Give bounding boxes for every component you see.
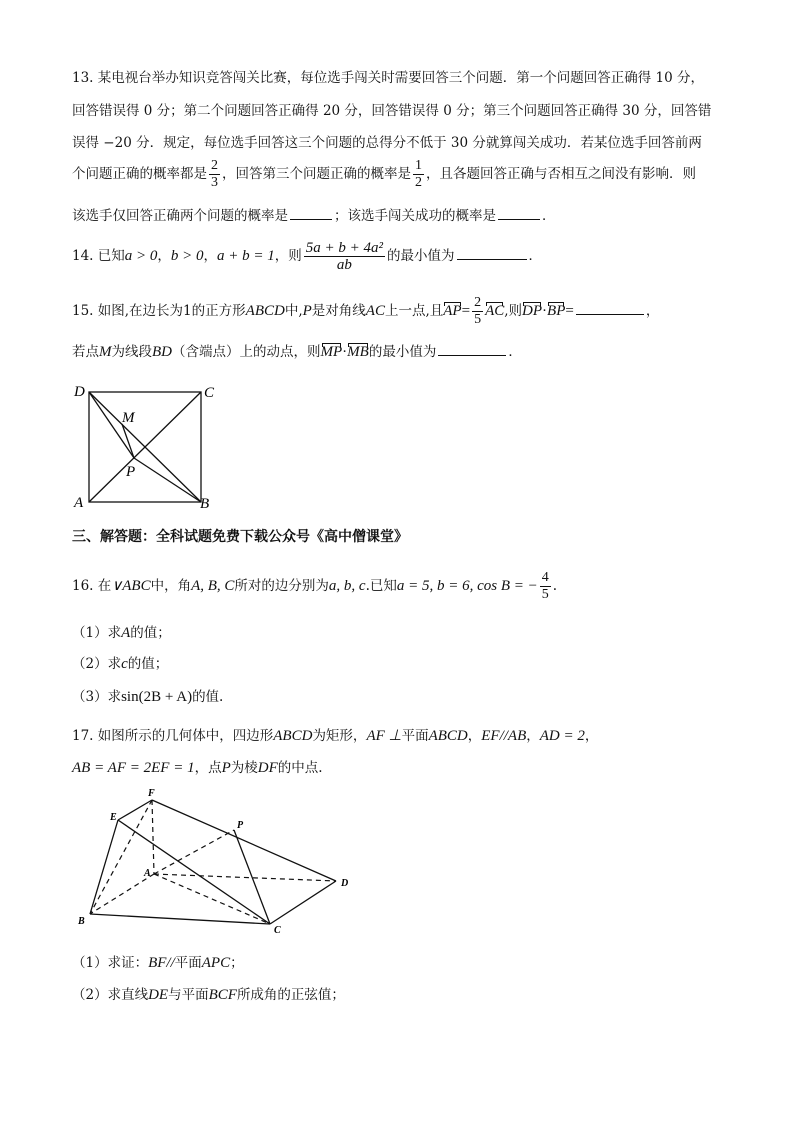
q15-line1: 15. 如图,在边长为1的正方形ABCD中,P是对角线AC上一点,且AP= $\frac{2}{5}$ AC,则DP·BP= ， — [72, 295, 660, 327]
label-a: A — [144, 868, 151, 879]
q13-line3: 误得 −20 分．规定，每位选手回答这三个问题的总得分不低于 30 分就算闯关成功．若某位选手回答前两 — [72, 135, 702, 151]
q13-line1: 13. 某电视台举办知识竞答闯关比赛，每位选手闯关时需要回答三个问题．第一个问题回答正确得 10 分， — [72, 70, 705, 86]
label-c: C — [204, 385, 215, 401]
q17-part2: （2）求直线DE与平面BCF所成角的正弦值； — [72, 987, 345, 1003]
label-p: P — [237, 820, 244, 831]
q16-part1: （1）求A的值； — [72, 625, 171, 641]
edge-ap — [154, 830, 234, 874]
label-b: B — [78, 916, 85, 927]
q13-line2: 回答错误得 0 分；第二个问题回答正确得 20 分，回答错误得 0 分；第三个问题回答正确得 30 分，回答错 — [72, 103, 712, 119]
answer-blank[interactable] — [576, 302, 644, 315]
answer-blank[interactable] — [438, 343, 506, 356]
label-a: A — [74, 495, 84, 510]
label-d: D — [74, 384, 85, 400]
edge-cd — [270, 881, 336, 924]
solid-figure — [70, 786, 370, 936]
edge-eb — [90, 820, 118, 914]
q13-line4: 个问题正确的概率都是 $\frac{2}{3}$ ，回答第三个问题正确的概率是 $\frac{1}{2}$ ，且各题回答正确与否相互之间没有影响．则 — [72, 158, 696, 190]
q16-stem: 16. 在∨ABC中，角A, B, C所对的边分别为a, b, c.已知a = 5, b = 6, cos B = − $\frac{4}{5}$ . — [72, 570, 558, 602]
fraction-two-fifths: $\frac{2}{5}$ — [474, 295, 482, 327]
label-d: D — [341, 878, 349, 889]
answer-blank[interactable] — [457, 247, 527, 260]
edge-fd — [152, 800, 336, 881]
edge-fb — [90, 800, 152, 914]
label-e: E — [110, 812, 117, 823]
edge-fa — [152, 800, 154, 874]
q14-fraction: $\frac{\text{5a + b + 4a²}}{ab}$ — [305, 240, 384, 273]
label-b: B — [200, 496, 210, 510]
fraction-four-fifths: $\frac{4}{5}$ — [541, 570, 549, 602]
q16-part2: （2）求c的值； — [72, 656, 169, 672]
label-c: C — [274, 925, 281, 936]
q17-part1: （1）求证：BF//平面APC； — [72, 955, 244, 971]
edge-ad — [154, 874, 336, 881]
edge-ac — [154, 874, 270, 924]
label-p: P — [126, 464, 136, 480]
q16-part3: （3）求sin(2B + A)的值. — [72, 689, 224, 705]
label-f: F — [148, 788, 155, 799]
section-title: 三、解答题：全科试题免费下载公众号《高中僧课堂》 — [72, 529, 408, 545]
edge-ec — [118, 820, 270, 924]
square-figure — [70, 380, 220, 510]
segment-mp — [122, 424, 134, 458]
answer-blank[interactable] — [290, 207, 332, 220]
answer-blank[interactable] — [498, 207, 540, 220]
q13-line5: 该选手仅回答正确两个问题的概率是 ；该选手闯关成功的概率是 ． — [72, 208, 556, 224]
segment-pb — [134, 458, 201, 502]
q15-line2: 若点M为线段BD（含端点）上的动点，则MP·MB的最小值为 ． — [72, 344, 522, 360]
q17-line2: AB = AF = 2EF = 1，点P为棱DF的中点. — [72, 760, 323, 776]
q17-line1: 17. 如图所示的几何体中，四边形ABCD为矩形，AF ⊥平面ABCD，EF//AB，AD = 2， — [72, 728, 599, 744]
q14-line: 14. 已知a > 0，b > 0，a + b = 1，则 $\frac{\text{5a + b + 4a²}}{ab}$ 的最小值为 ． — [72, 240, 543, 273]
fraction-one-half: $\frac{1}{2}$ — [415, 158, 422, 190]
edge-bc — [90, 914, 270, 924]
label-m: M — [122, 410, 135, 426]
fraction-two-thirds: $\frac{2}{3}$ — [211, 158, 218, 190]
